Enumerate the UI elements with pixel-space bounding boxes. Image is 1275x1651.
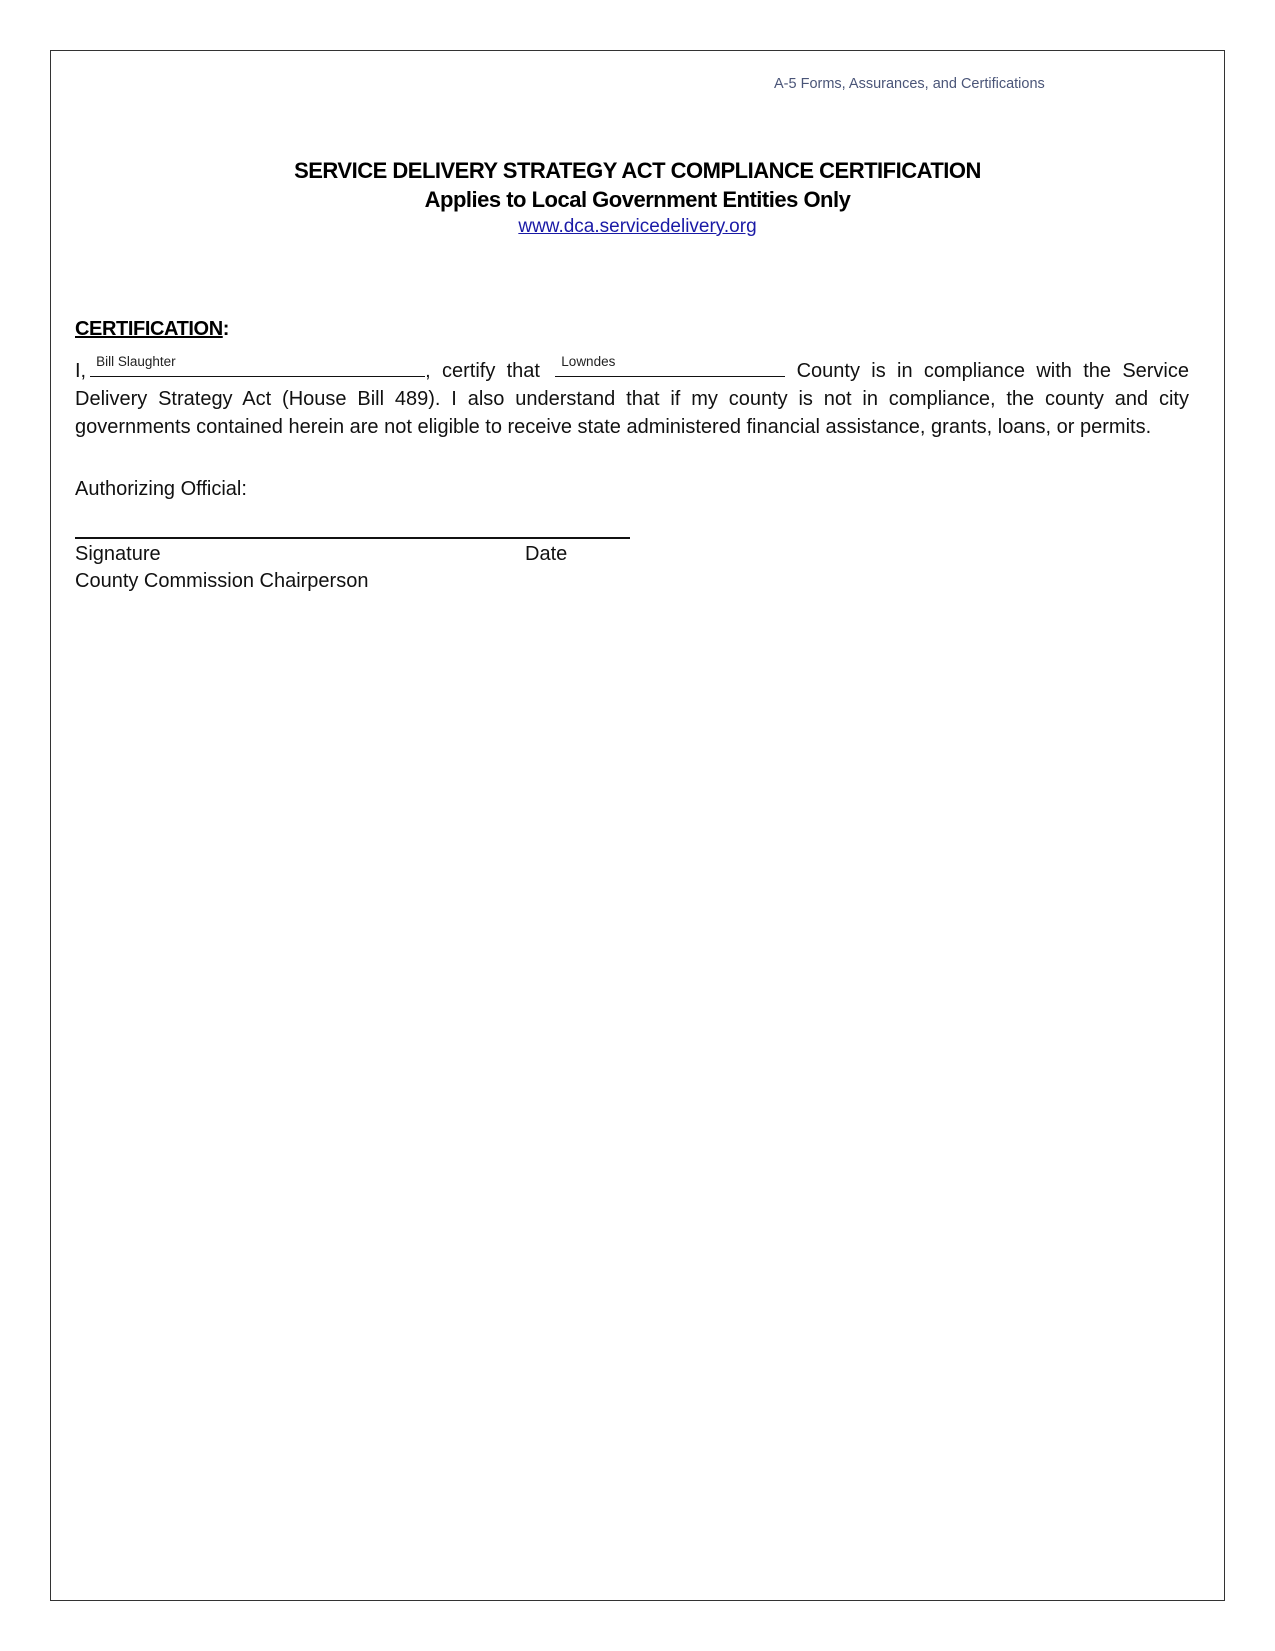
title-block xyxy=(0,156,1275,240)
document-title: SERVICE DELIVERY STRATEGY ACT COMPLIANCE CERTIFICATION xyxy=(294,158,981,183)
authorizing-official-label: Authorizing Official: xyxy=(75,478,247,500)
official-name-field[interactable] xyxy=(90,356,425,377)
website-link[interactable]: www.dca.servicedelivery.org xyxy=(518,216,757,237)
section-note: A-5 Forms, Assurances, and Certifications xyxy=(774,76,1045,92)
certification-prefix: I, xyxy=(75,360,87,382)
certification-paragraph xyxy=(75,356,1189,441)
signature-label: Signature xyxy=(75,543,161,565)
page-border xyxy=(50,50,1225,1601)
county-name-value: Lowndes xyxy=(561,354,616,369)
signature-line[interactable] xyxy=(75,537,630,539)
date-label: Date xyxy=(525,543,568,565)
document-subtitle: Applies to Local Government Entities Only xyxy=(424,187,851,212)
county-name-field[interactable] xyxy=(555,356,785,377)
certification-heading-colon: : xyxy=(222,318,230,340)
certification-heading xyxy=(75,318,229,341)
certification-statement: County is in compliance with the Service Delivery Strategy Act (House Bill 489). I also understand that if my county is not in compliance, the county and city governments contained herein are not eligible to receive state administered financial assistance, grants, loans, or permits. xyxy=(75,360,1190,438)
certification-heading-text: CERTIFICATION xyxy=(75,318,223,340)
role-label: County Commission Chairperson xyxy=(75,570,369,592)
official-name-value: Bill Slaughter xyxy=(96,354,176,369)
certification-middle: , certify that xyxy=(425,360,540,382)
